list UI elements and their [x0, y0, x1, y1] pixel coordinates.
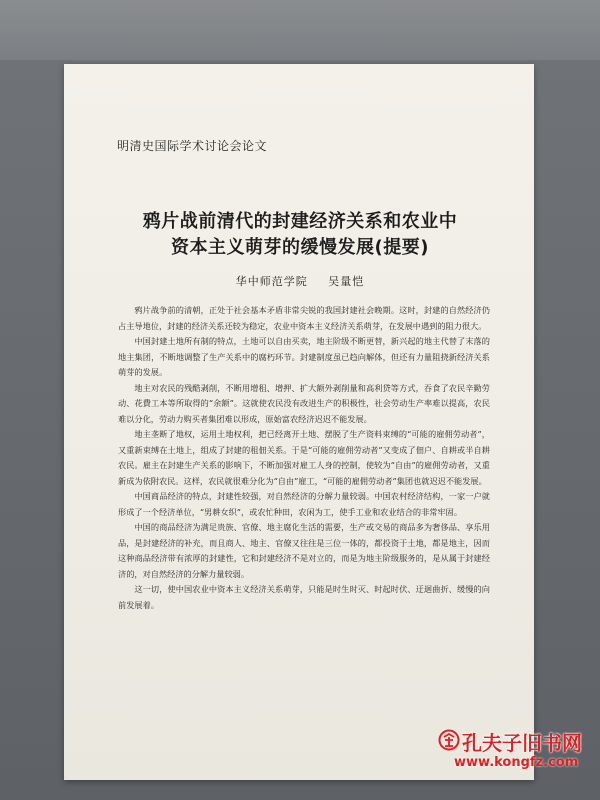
byline [0, 273, 600, 289]
watermark-title: 孔夫子旧书网 [462, 731, 582, 755]
author-name: 吴量恺 [328, 275, 365, 288]
document-title-line-2: 资本主义萌芽的缓慢发展(提要) [171, 237, 429, 258]
watermark-url: www.kongfz.com [454, 755, 579, 770]
paragraph: 中国商品经济的特点，封建性较强，对自然经济的分解力量较弱。中国农村经济结构，一家一户就形成了一个经济单位，“男耕女织”，或农忙种田，农闲为工，使手工业和农业结合的非常牢固。 [118, 491, 490, 517]
paragraph: 地主对农民的残酷剥削，不断用增租、增押、扩大额外剥削量和高利贷等方式，吞食了农民辛勤劳动、花費工本等所取得的“余额”。这就使农民没有改进生产的积极性，社会劳动生产率难以提高，农民难以分化，劳动力购买者集团难以形成，原始富农经济迟迟不能发展。 [118, 382, 490, 424]
paragraph: 鸦片战争前的清朝，正处于社会基本矛盾非常尖锐的我国封建社会晚期。这时，封建的自然经济仍占主导地位，封建的经济关系还较为稳定，农业中资本主义经济关系萌芽，在发展中遇到的阻力很大。 [118, 305, 490, 331]
series-label: 明清史国际学术讨论会论文 [117, 139, 268, 153]
document-body [118, 303, 490, 613]
background-top [0, 0, 600, 60]
paragraph: 中国的商品经济为满足贵族、官僚、地主腐化生活的需要，生产或交易的商品多为奢侈品、享乐用品，是封建经济的补充，而且商人、地主、官僚又往往是三位一体的，都投资于土地，都是地主，因而这种商品经济带有浓厚的封建性，它和封建经济不是对立的，而是为地主阶级服务的，是从属于封建经济的，对自然经济的分解力量较弱。 [118, 522, 490, 579]
paragraph: 这一切，使中国农业中资本主义经济关系萌芽，只能是时生时灭、时起时伏、迂迴曲折、缓慢的向前发展着。 [118, 584, 490, 610]
paragraph: 地主垄断了地权，运用土地权利，把已经离开土地、摆脱了生产资料束缚的“可能的雇佣劳动者”，又重新束缚在土地上，组成了封建的租佃关系。于是“可能的雇佣劳动者”又变成了佃户、自耕或半自耕农民。雇主在封建生产关系的影响下，不断加强对雇工人身的控制，使较为“自由”的雇佣劳动者，又重新成为依附农民。这样，农民就很难分化为“自由”雇工，“可能的雇佣劳动者”集团也就迟迟不能发展。 [118, 429, 490, 486]
kongfz-logo-icon [438, 729, 460, 751]
watermark [438, 725, 588, 785]
document-title-line-1: 鸦片战前清代的封建经济关系和农业中 [142, 211, 458, 232]
paragraph: 中国封建土地所有制的特点，土地可以自由买卖，地主阶级不断更替，新兴起的地主代替了末落的地主集团，不断地调整了生产关系中的腐朽环节。封建制度虽已趋向解体，但还有力量阻挠新经济关系萌芽的发展。 [118, 336, 490, 377]
author-institution: 华中师范学院 [235, 275, 308, 288]
